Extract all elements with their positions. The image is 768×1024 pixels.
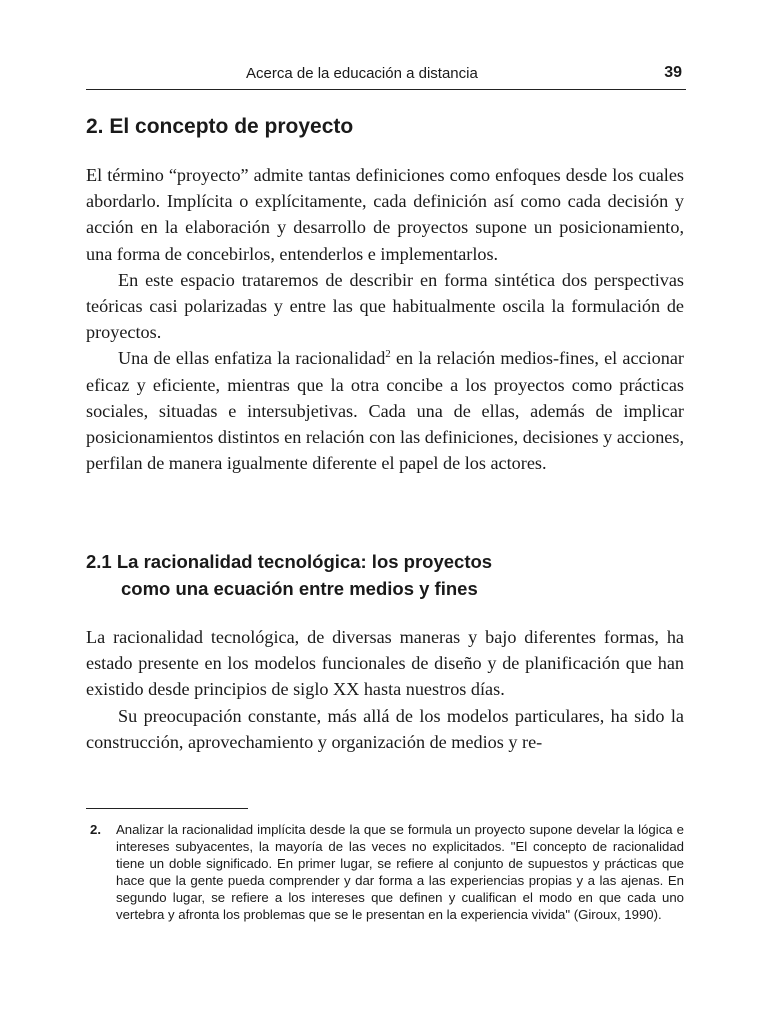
footnote	[86, 822, 684, 923]
footnote-reference: 2	[385, 348, 391, 361]
paragraph: Su preocupación constante, más allá de los modelos particulares, ha sido la construcción, aprovechamiento y organización de medios y re-	[86, 705, 684, 752]
subsection-heading	[86, 548, 492, 602]
header-rule	[86, 89, 686, 90]
paragraph: En este espacio trataremos de describir en forma sintética dos perspectivas teóricas casi polarizadas y entre las que habitualmente oscila la formulación de proyectos.	[86, 269, 684, 343]
paragraph: La racionalidad tecnológica, de diversas maneras y bajo diferentes formas, ha estado presente en los modelos funcionales de diseño y de planificación que han existido desde principios de siglo XX hasta nuestros días.	[86, 627, 684, 700]
paragraph: El término “proyecto” admite tantas definiciones como enfoques desde los cuales abordarlo. Implícita o explícitamente, cada definición así como cada decisión y acción en la elaboración y desarrollo de proyectos supone un posicionamiento, una forma de concebirlos, entenderlos e implementarlos.	[86, 165, 684, 264]
section-body	[86, 162, 684, 476]
footnote-number: 2.	[90, 822, 101, 837]
subsection-heading-line: 2.1 La racionalidad tecnológica: los proyectos	[86, 551, 493, 572]
running-head	[86, 64, 686, 90]
paragraph-text: Una de ellas enfatiza la racionalidad	[118, 348, 386, 369]
paragraph-with-footnote-ref	[86, 345, 684, 476]
section-heading: 2. El concepto de proyecto	[86, 115, 354, 138]
paragraph-text: en la relación medios-fines, el accionar eficaz y eficiente, mientras que la otra concibe a los proyectos como prácticas sociales, situadas e intersubjetivas. Cada una de ellas, además de implicar posicionamientos distintos en relación con las definiciones, decisiones y acciones, perfilan de manera igualmente diferente el papel de los actores.	[86, 348, 684, 474]
subsection-heading-line: como una ecuación entre medios y fines	[121, 578, 478, 599]
page-number: 39	[664, 64, 682, 81]
running-head-title: Acerca de la educación a distancia	[246, 65, 478, 82]
subsection-body	[86, 624, 684, 755]
footnote-rule	[86, 808, 248, 809]
footnote-text: Analizar la racionalidad implícita desde la que se formula un proyecto supone develar la lógica e intereses subyacentes, la mayoría de las veces no explicitados. "El concepto de racionalidad tiene un doble significado. En primer lugar, se refiere al conjunto de supuestos y prácticas que hace que la gente pueda comprender y dar forma a las experiencias propias y a las ajenas. En segundo lugar, se refiere a los intereses que definen y cualifican el modo en que cada uno vertebra y afronta los problemas que se le presentan en la experiencia vivida" (Giroux, 1990).	[116, 822, 684, 922]
